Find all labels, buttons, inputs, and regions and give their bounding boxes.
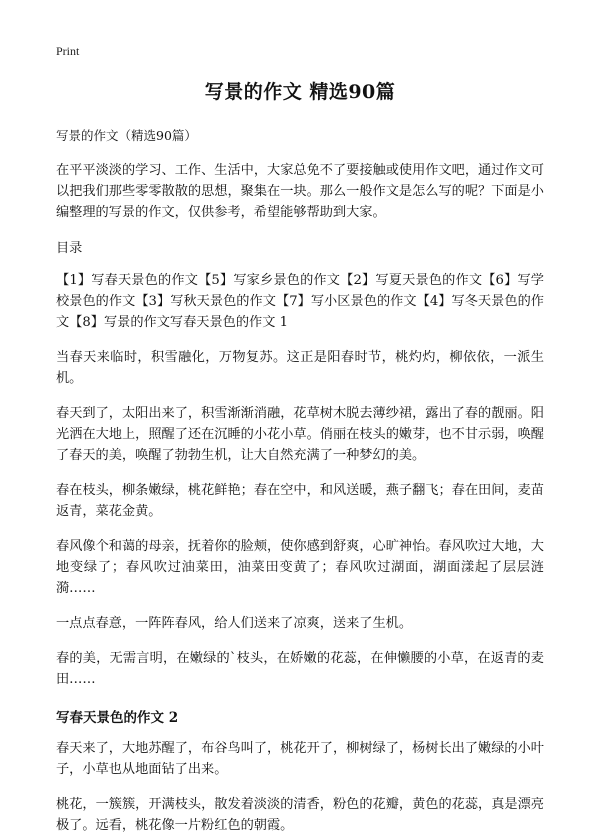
toc-list: 【1】写春天景色的作文【5】写家乡景色的作文【2】写夏天景色的作文【6】写学校景色的作文【3】写秋天景色的作文【7】写小区景色的作文【4】写冬天景色的作文【8】写景的作文写春天景色的作文 1	[56, 273, 544, 330]
essay1-paragraph-3: 春在枝头，柳条嫩绿，桃花鲜艳；春在空中，和风送暖，燕子翻飞；春在田间，麦苗返青，菜花金黄。	[56, 483, 544, 519]
document-title: 写景的作文 精选90篇	[204, 81, 396, 103]
essay1-paragraph-2: 春天到了，太阳出来了，积雪渐渐消融，花草树木脱去薄纱裙，露出了春的靓丽。阳光洒在大地上，照醒了还在沉睡的小花小草。俏丽在枝头的嫩芽，也不甘示弱，唤醒了春天的美，唤醒了勃勃生机，让大自然充满了一种梦幻的美。	[56, 406, 544, 463]
essay2-heading: 写春天景色的作文 2	[56, 710, 179, 726]
document-subtitle: 写景的作文（精选90篇）	[56, 128, 197, 143]
essay2-paragraph-2: 桃花，一簇簇，开满枝头，散发着淡淡的清香，粉色的花瓣，黄色的花蕊，真是漂亮极了。远看，桃花像一片粉红色的朝霞。	[56, 797, 544, 833]
essay2-paragraph-1: 春天来了，大地苏醒了，布谷鸟叫了，桃花开了，柳树绿了，杨树长出了嫩绿的小叶子，小草也从地面钻了出来。	[56, 741, 544, 777]
essay1-paragraph-1: 当春天来临时，积雪融化，万物复苏。这正是阳春时节，桃灼灼，柳依依，一派生机。	[56, 350, 544, 386]
print-label: Print	[56, 44, 80, 58]
essay1-paragraph-5: 一点点春意，一阵阵春风，给人们送来了凉爽，送来了生机。	[56, 616, 413, 631]
essay1-paragraph-6: 春的美，无需言明，在嫩绿的`枝头，在娇嫩的花蕊，在伸懒腰的小草，在返青的麦田……	[56, 651, 544, 687]
essay1-paragraph-4: 春风像个和蔼的母亲，抚着你的脸颊，使你感到舒爽，心旷神怡。春风吹过大地，大地变绿了；春风吹过油菜田，油菜田变黄了；春风吹过湖面，湖面漾起了层层涟漪……	[56, 539, 544, 596]
intro-paragraph: 在平平淡淡的学习、工作、生活中，大家总免不了要接触或使用作文吧，通过作文可以把我们那些零零散散的思想，聚集在一块。那么一般作文是怎么写的呢？下面是小编整理的写景的作文，仅供参考，希望能够帮助到大家。	[56, 163, 544, 220]
toc-heading: 目录	[56, 241, 83, 256]
